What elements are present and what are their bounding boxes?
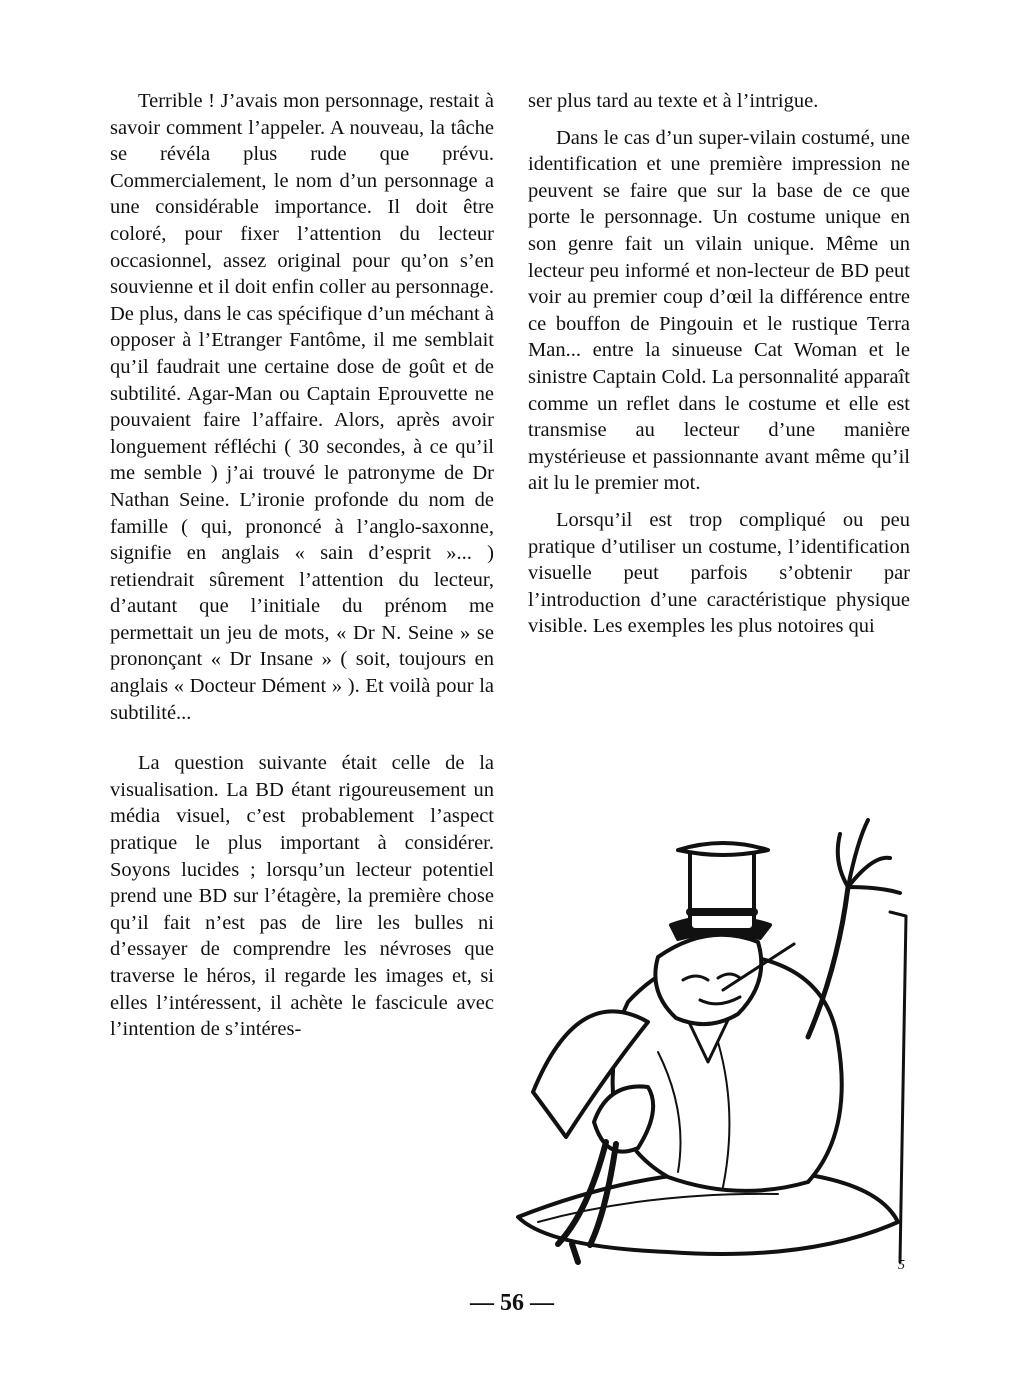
paragraph-costume: Dans le cas d’un super-vilain costumé, une identification et une première impression ne peuvent se faire que sur la base de ce que porte le personnage. Un costume unique en son genre fait un vilain unique. Même un lecteur peu informé et non-lecteur de BD peut voir au premier coup d’œil la différence entre ce bouffon de Pingouin et le rustique Terra Man... entre la sinueuse Cat Woman et le sinistre Captain Cold. La personnalité apparaît comme un reflet dans le costume et elle est transmise au lecteur d’une manière mystérieuse et passionnante avant même qu’il ait lu le premier mot. xyxy=(528,126,910,495)
right-column xyxy=(528,88,910,650)
artist-signature: 5 xyxy=(898,1258,905,1273)
page-number: — 56 — xyxy=(470,1290,554,1316)
paragraph-naming: Terrible ! J’avais mon personnage, restait à savoir comment l’appeler. A nouveau, la tâche se révéla plus rude que prévu. Commercialement, le nom d’un personnage a une considérable importance. Il doit être coloré, pour fixer l’attention du lecteur occasionnel, assez original pour qu’on s’en souvienne et il doit enfin coller au personnage. De plus, dans le cas spécifique d’un méchant à opposer à l’Etranger Fantôme, il me semblait qu’il faudrait une certaine dose de goût et de subtilité. Agar-Man ou Captain Eprouvette ne pouvaient faire l’affaire. Alors, après avoir longuement réfléchi ( 30 secondes, à ce qu’il me semble ) j’ai trouvé le patronyme de Dr Nathan Seine. L’ironie profonde du nom de famille ( qui, prononcé à l’anglo-saxonne, signifie en anglais « sain d’esprit »... ) retiendrait sûrement l’attention du lecteur, d’autant que l’initiale du prénom me permettait un jeu de mots, « Dr N. Seine » se prononçant « Dr Insane » ( soit, toujours en anglais « Docteur Dément » ). Et voilà pour la subtilité... xyxy=(110,90,494,724)
left-column xyxy=(110,88,494,1053)
paragraph-visualisation: La question suivante était celle de la visualisation. La BD étant rigoureusement un média visuel, c’est probablement l’aspect pratique le plus important à considérer. Soyons lucides ; lorsqu’un lecteur potentiel prend une BD sur l’étagère, la première chose qu’il fait n’est pas de lire les bulles ni d’essayer de comprendre les névroses que traverse le héros, il regarde les images et, si elles l’intéressent, il achète le fascicule avec l’intention de s’intéres- xyxy=(110,752,494,1041)
paragraph-physical-trait: Lorsqu’il est trop compliqué ou peu pratique d’utiliser un costume, l’identification visuelle peut parfois s’obtenir par l’introduction d’une caractéristique physique visible. Les exemples les plus notoires qui xyxy=(528,508,910,638)
paragraph-continuation: ser plus tard au texte et à l’intrigue. xyxy=(528,90,819,112)
penguin-illustration xyxy=(508,792,918,1282)
